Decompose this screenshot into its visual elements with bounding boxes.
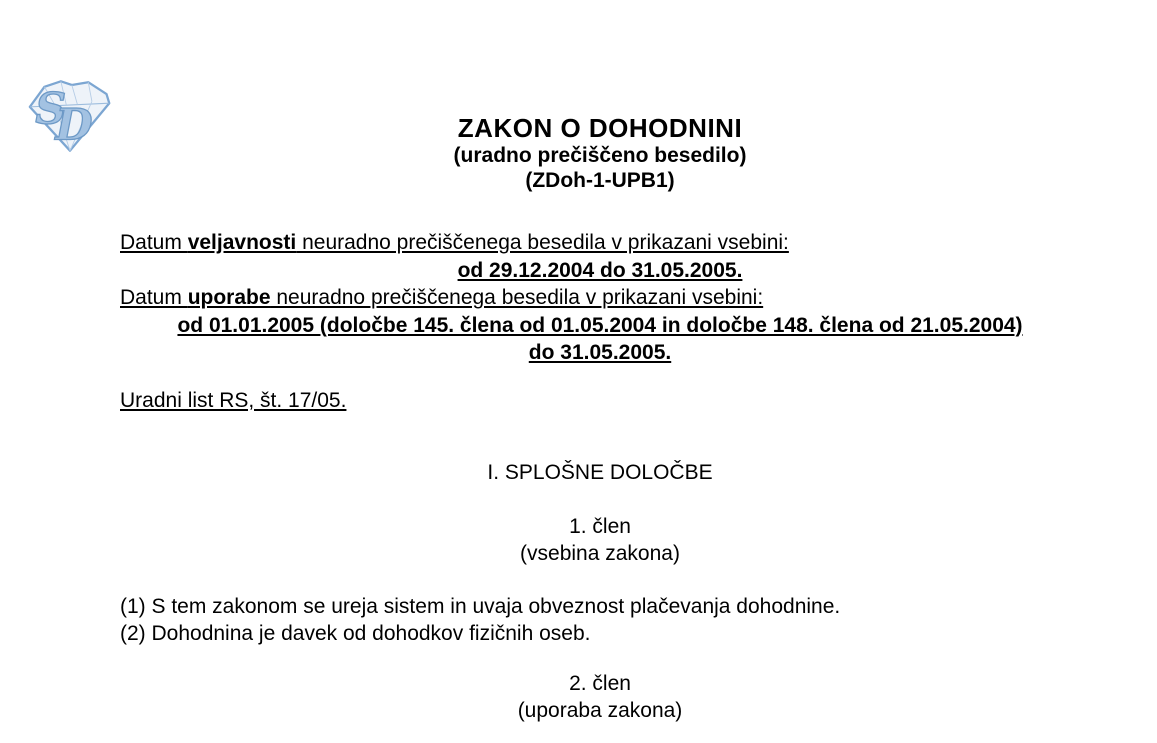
article-2-subtitle: (uporaba zakona) — [517, 699, 683, 722]
validity-date-suffix: neuradno prečiščenega besedila v prikazani vsebini: — [296, 231, 789, 254]
document-code: (ZDoh-1-UPB1) — [525, 169, 675, 192]
diamond-gem-icon — [24, 74, 116, 158]
application-date-label — [120, 284, 1080, 312]
validity-block — [120, 229, 1080, 367]
article-1-number: 1. člen — [569, 514, 631, 538]
document-body — [120, 0, 1080, 724]
document-title: ZAKON O DOHODNINI — [457, 113, 743, 143]
article-1-paragraph-2: (2) Dohodnina je davek od dohodkov fizičnih oseb. — [120, 621, 591, 645]
official-gazette-reference: Uradni list RS, št. 17/05. — [120, 388, 347, 412]
application-date-range-line2: do 31.05.2005. — [528, 341, 672, 364]
validity-date-prefix: Datum — [120, 231, 188, 254]
application-date-prefix: Datum — [120, 286, 188, 309]
article-1-paragraphs — [120, 593, 1080, 647]
article-1-subtitle: (vsebina zakona) — [520, 541, 680, 565]
document-subtitle: (uradno prečiščeno besedilo) — [453, 144, 747, 167]
validity-date-keyword: veljavnosti — [187, 231, 297, 254]
logo-letter-d: D — [55, 100, 93, 151]
application-date-suffix: neuradno prečiščenega besedila v prikazani vsebini: — [270, 286, 764, 309]
chapter-heading: I. SPLOŠNE DOLOČBE — [487, 460, 713, 484]
application-date-range-line1: od 01.01.2005 (določbe 145. člena od 01.05.2004 in določbe 148. člena od 21.05.2004) — [177, 313, 1023, 337]
sd-diamond-logo — [24, 74, 116, 158]
validity-date-label — [120, 229, 1080, 257]
article-1-paragraph-1: (1) S tem zakonom se ureja sistem in uvaja obveznost plačevanja dohodnine. — [120, 594, 841, 618]
application-date-keyword: uporabe — [187, 286, 271, 309]
article-2 — [120, 670, 1080, 724]
article-2-number: 2. člen — [569, 672, 631, 695]
article-1 — [120, 513, 1080, 647]
validity-date-range: od 29.12.2004 do 31.05.2005. — [457, 258, 743, 282]
logo-letter-s: S — [35, 84, 67, 135]
